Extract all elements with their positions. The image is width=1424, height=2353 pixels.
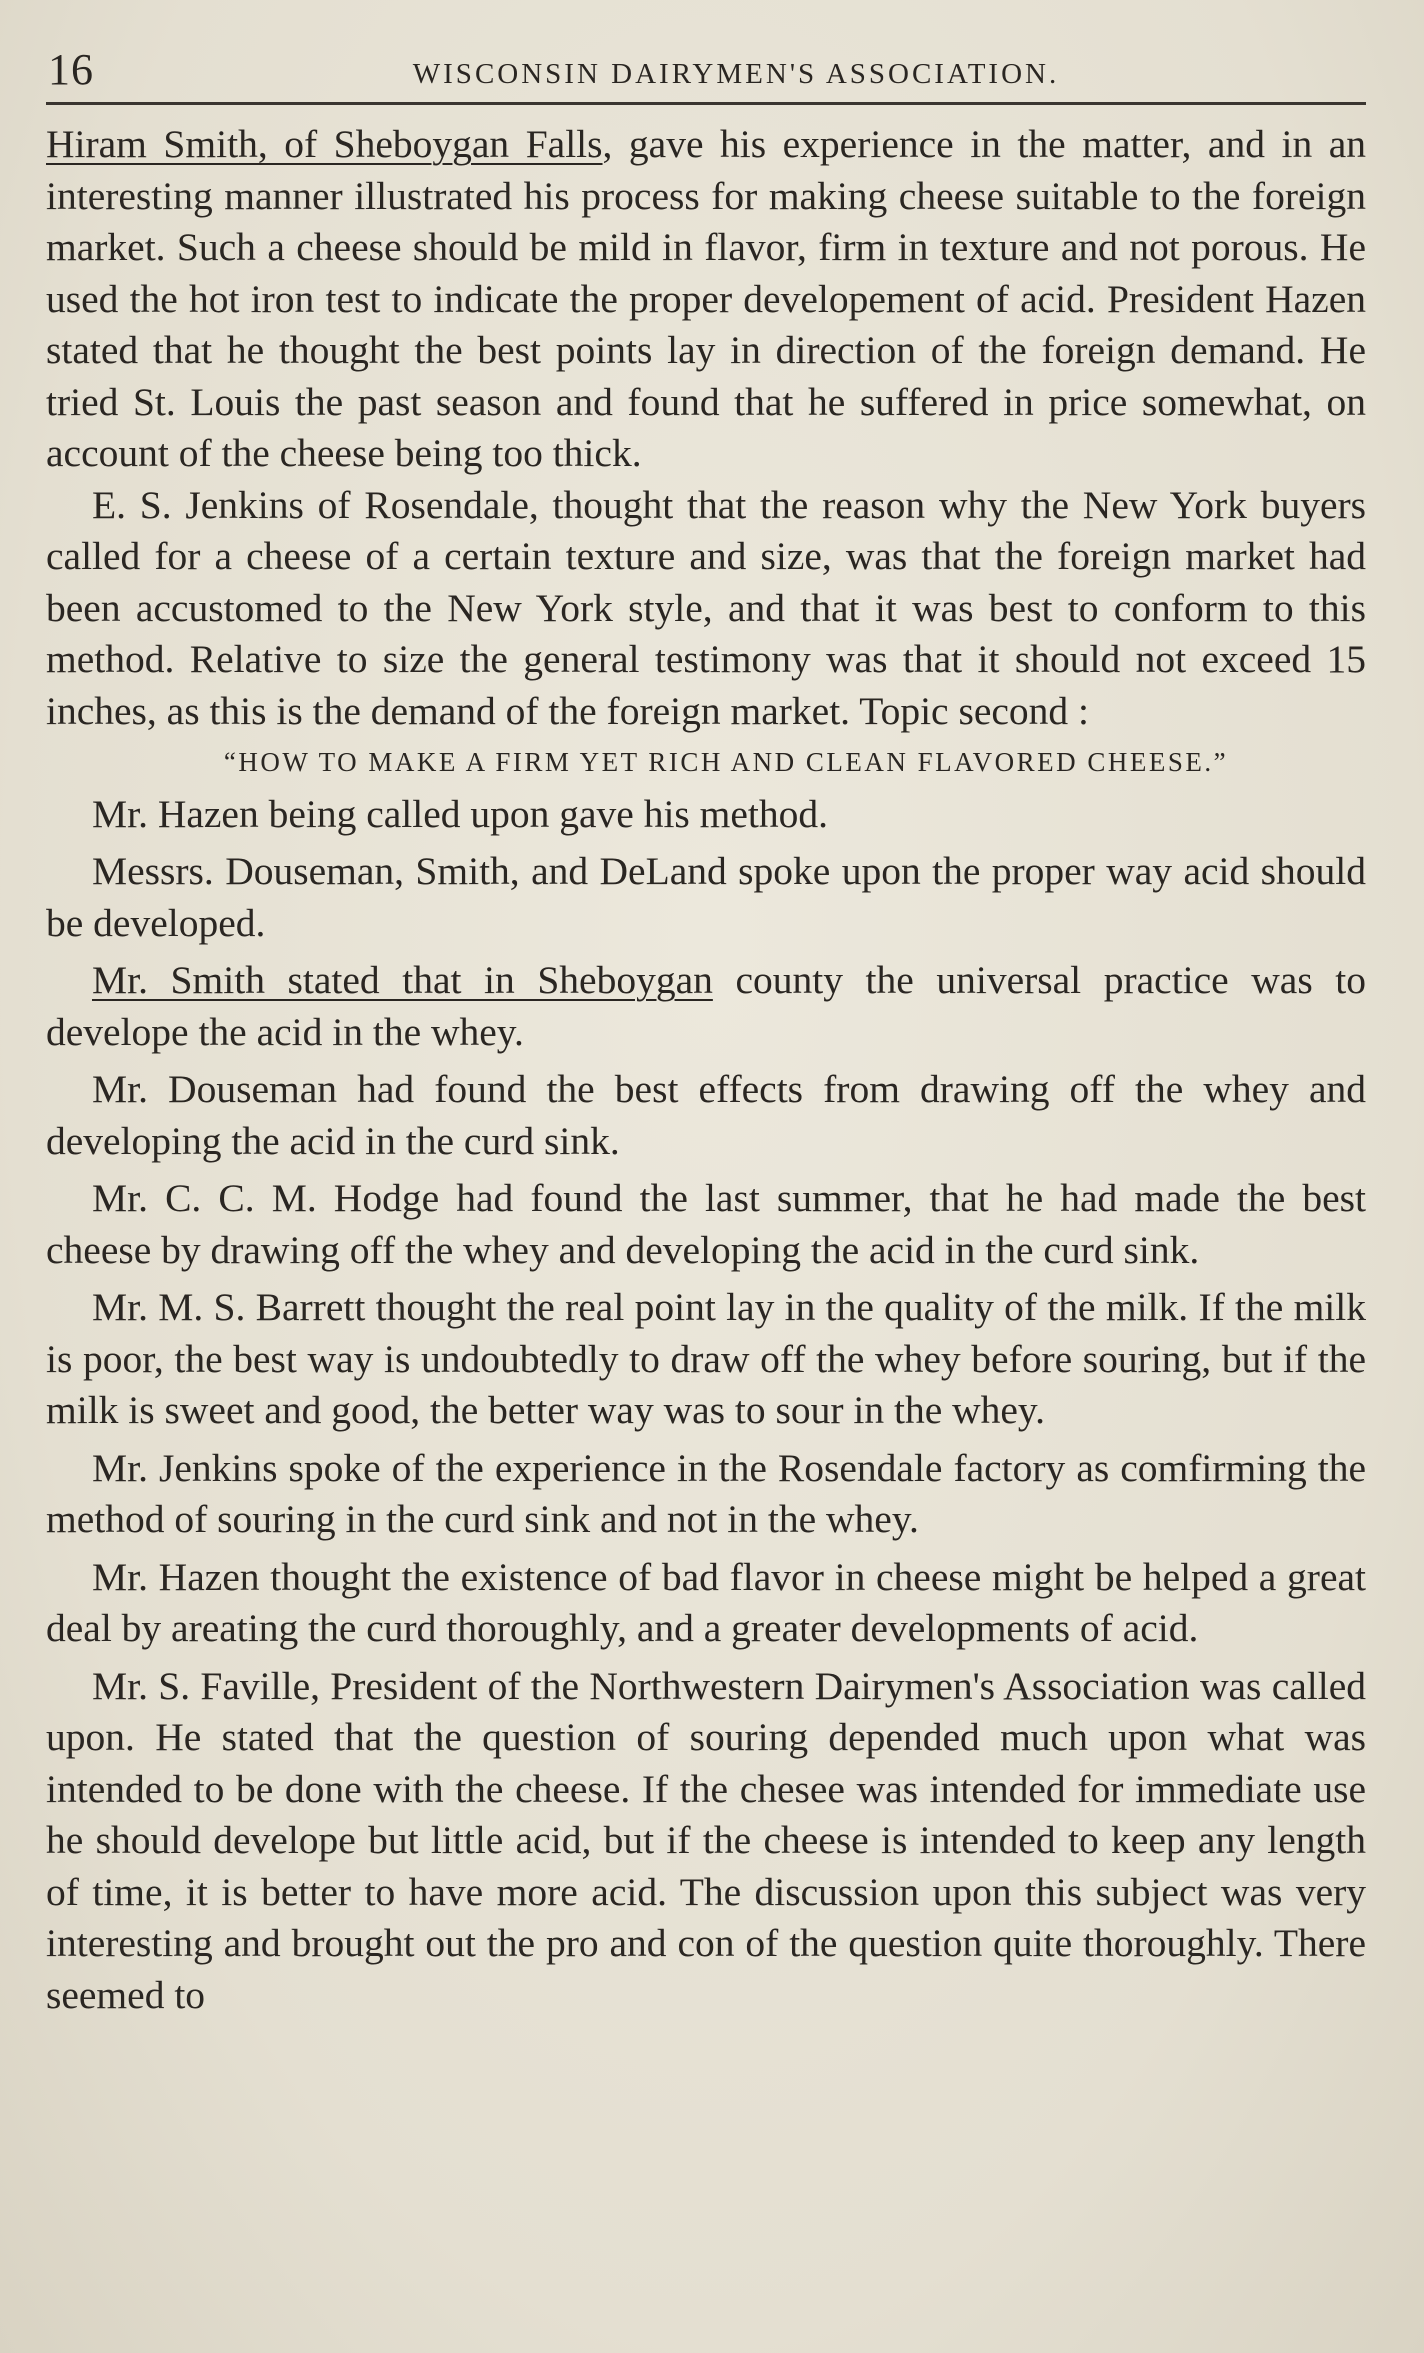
paragraph-faville: Mr. S. Faville, President of the Northwestern Dairymen's Association was called upon. He stated that the question of souring depended much upon what was intended to be done with the cheese. If the chesee was intended for immediate use he should develope but little acid, but if the cheese is intended to keep any length of time, it is better to have more acid. The discussion upon this subject was very interesting and brought out the pro and con of the question quite thoroughly. There seemed to — [46, 1663, 1366, 2017]
paragraph-text: , gave his experience in the matter, and in an interesting manner illustrated his process for making cheese suitable to the foreign market. Such a cheese should be mild in flavor, firm in texture and not porous. He used the hot iron test to indicate the proper developement of acid. President Hazen stated that he thought the best points lay in direction of the foreign demand. He tried St. Louis the past season and found that he suffered in price somewhat, on account of the cheese being too thick. — [46, 122, 1367, 475]
underlined-lead: Mr. Smith stated that in Sheboygan — [92, 958, 713, 1002]
topic-heading: “HOW TO MAKE A FIRM YET RICH AND CLEAN FLAVORED CHEESE.” — [223, 747, 1229, 777]
running-head — [46, 30, 1366, 105]
running-title: WISCONSIN DAIRYMEN'S ASSOCIATION. — [412, 58, 1060, 90]
paragraph-messrs: Messrs. Douseman, Smith, and DeLand spoke upon the proper way acid should be developed. — [46, 849, 1366, 945]
paragraph-jenkins-rosendale: Mr. Jenkins spoke of the experience in the Rosendale factory as comfirming the method of souring in the curd sink and not in the whey. — [46, 1445, 1366, 1541]
paragraph-douseman: Mr. Douseman had found the best effects from drawing off the whey and developing the acid in the curd sink. — [46, 1067, 1366, 1163]
paragraph-barrett: Mr. M. S. Barrett thought the real point lay in the quality of the milk. If the milk is poor, the best way is undoubtedly to draw off the whey before souring, but if the milk is sweet and good, the better way was to sour in the whey. — [46, 1285, 1366, 1432]
paragraph-hiram-smith — [46, 119, 1366, 480]
paragraph-hazen-method: Mr. Hazen being called upon gave his method. — [92, 791, 829, 836]
paragraph-hazen-flavor: Mr. Hazen thought the existence of bad flavor in cheese might be helped a great deal by areating the curd thoroughly, and a greater developments of acid. — [46, 1554, 1366, 1650]
paragraph-hodge: Mr. C. C. M. Hodge had found the last summer, that he had made the best cheese by drawing off the whey and developing the acid in the curd sink. — [46, 1176, 1366, 1272]
body-text — [46, 119, 1366, 2021]
page-number: 16 — [48, 45, 94, 94]
paragraph-jenkins: E. S. Jenkins of Rosendale, thought that the reason why the New York buyers called for a cheese of a certain texture and size, was that the foreign market had been accustomed to the New York style, and that it was best to conform to this method. Relative to size the general testimony was that it should not exceed 15 inches, as this is the demand of the foreign market. Topic second : — [46, 482, 1366, 733]
paragraph-text: county the universal practice was to develope the acid in the whey. — [46, 958, 1367, 1054]
paragraph-smith-sheboygan — [46, 955, 1366, 1058]
underlined-lead: Hiram Smith, of Sheboygan Falls — [46, 122, 603, 166]
